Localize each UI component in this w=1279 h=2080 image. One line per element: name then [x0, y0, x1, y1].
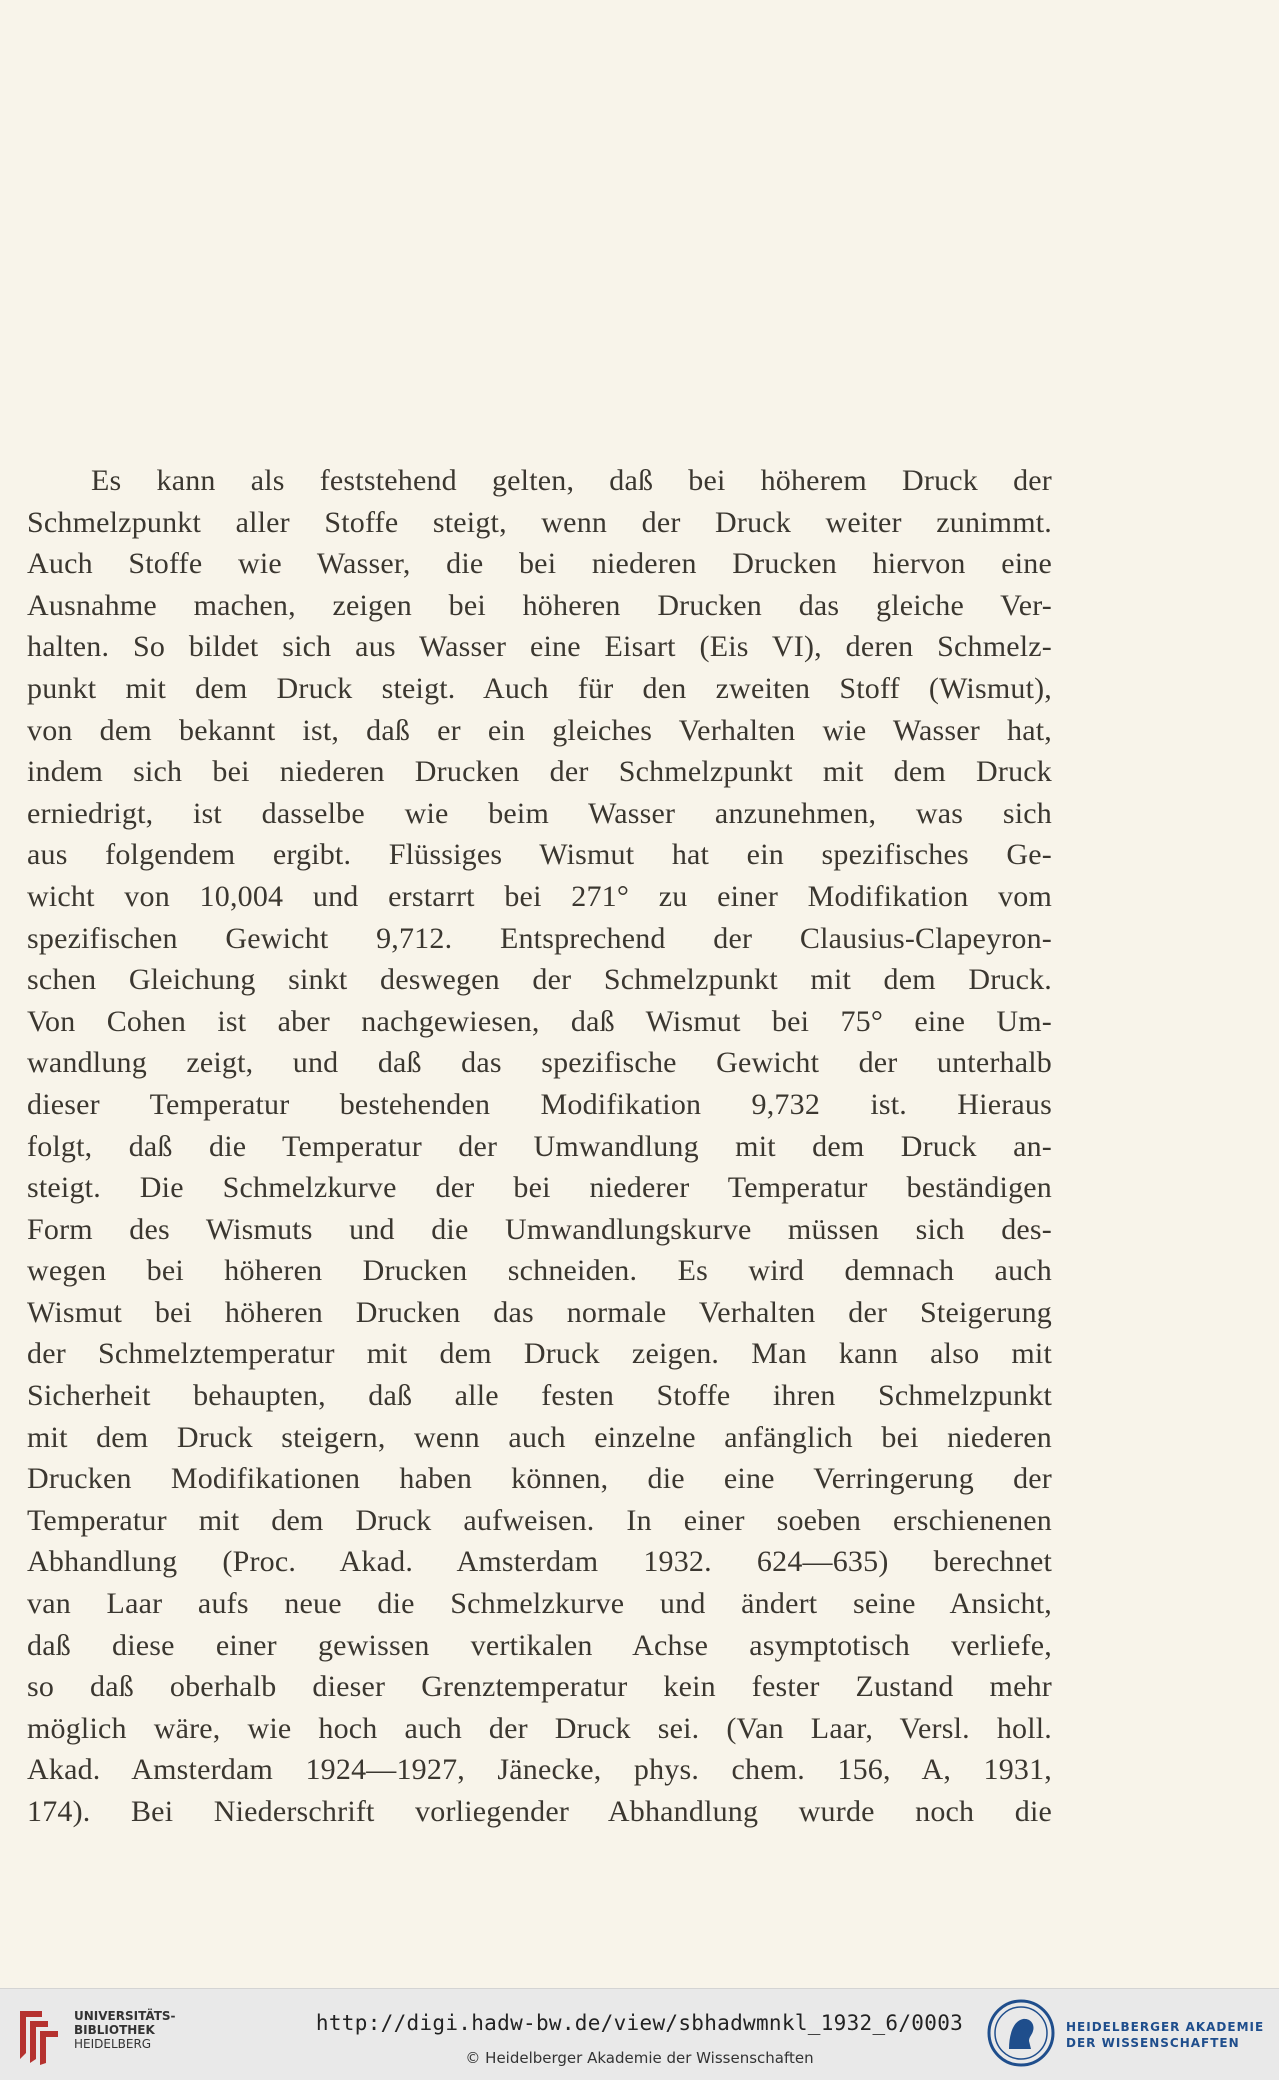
text-line: Auch Stoffe wie Wasser, die bei niederen Drucken hiervon eine: [27, 547, 1052, 581]
text-line: Form des Wismuts und die Umwandlungskurve müssen sich des-: [27, 1212, 1052, 1246]
text-line: punkt mit dem Druck steigt. Auch für den zweiten Stoff (Wismut),: [27, 671, 1052, 705]
text-line: spezifischen Gewicht 9,712. Entsprechend der Clausius-Clapeyron-: [27, 921, 1052, 955]
text-line: Akad. Amsterdam 1924—1927, Jänecke, phys. chem. 156, A, 1931,: [27, 1753, 1052, 1787]
footer-bar: [0, 1988, 1279, 2080]
academy-seal-icon[interactable]: [987, 1999, 1055, 2067]
academy-name-line2: DER WISSENSCHAFTEN: [1066, 2036, 1240, 2050]
text-line: 174). Bei Niederschrift vorliegender Abhandlung wurde noch die: [27, 1795, 1052, 1828]
library-name-line3: HEIDELBERG: [74, 2037, 152, 2051]
text-line: Schmelzpunkt aller Stoffe steigt, wenn der Druck weiter zunimmt.: [27, 505, 1052, 539]
academy-name-line1: HEIDELBERGER AKADEMIE: [1066, 2020, 1265, 2034]
text-line: schen Gleichung sinkt deswegen der Schmelzpunkt mit dem Druck.: [27, 963, 1052, 997]
text-line: von dem bekannt ist, daß er ein gleiches Verhalten wie Wasser hat,: [27, 713, 1052, 747]
library-name-line2: BIBLIOTHEK: [74, 2023, 155, 2037]
text-line: Von Cohen ist aber nachgewiesen, daß Wismut bei 75° eine Um-: [27, 1004, 1052, 1038]
permalink-url[interactable]: http://digi.hadw-bw.de/view/sbhadwmnkl_1932_6/0003: [315, 2011, 964, 2035]
text-line: wandlung zeigt, und daß das spezifische Gewicht der unterhalb: [27, 1046, 1052, 1080]
text-line: Wismut bei höheren Drucken das normale Verhalten der Steigerung: [27, 1295, 1052, 1329]
academy-name[interactable]: [1066, 2019, 1264, 2051]
text-line: erniedrigt, ist dasselbe wie beim Wasser anzunehmen, was sich: [27, 796, 1052, 830]
text-line: indem sich bei niederen Drucken der Schmelzpunkt mit dem Druck: [27, 755, 1052, 789]
text-line: dieser Temperatur bestehenden Modifikation 9,732 ist. Hieraus: [27, 1087, 1052, 1121]
library-name-line1: UNIVERSITÄTS-: [74, 2009, 176, 2023]
text-line: Temperatur mit dem Druck aufweisen. In einer soeben erschienenen: [27, 1503, 1052, 1537]
text-line: möglich wäre, wie hoch auch der Druck sei. (Van Laar, Versl. holl.: [27, 1711, 1052, 1745]
text-line: Ausnahme machen, zeigen bei höheren Drucken das gleiche Ver-: [27, 588, 1052, 622]
text-line: so daß oberhalb dieser Grenztemperatur kein fester Zustand mehr: [27, 1670, 1052, 1704]
text-line: der Schmelztemperatur mit dem Druck zeigen. Man kann also mit: [27, 1337, 1052, 1371]
text-line: Sicherheit behaupten, daß alle festen Stoffe ihren Schmelzpunkt: [27, 1379, 1052, 1413]
text-line: folgt, daß die Temperatur der Umwandlung mit dem Druck an-: [27, 1129, 1052, 1163]
text-line: halten. So bildet sich aus Wasser eine Eisart (Eis VI), deren Schmelz-: [27, 630, 1052, 664]
text-line: wicht von 10,004 und erstarrt bei 271° zu einer Modifikation vom: [27, 879, 1052, 913]
body-text: [27, 460, 1052, 1833]
text-line: Drucken Modifikationen haben können, die eine Verringerung der: [27, 1462, 1052, 1496]
text-line: aus folgendem ergibt. Flüssiges Wismut hat ein spezifisches Ge-: [27, 838, 1052, 872]
text-line: Es kann als feststehend gelten, daß bei höherem Druck der: [91, 464, 1052, 497]
text-line: wegen bei höheren Drucken schneiden. Es wird demnach auch: [27, 1254, 1052, 1288]
text-line: daß diese einer gewissen vertikalen Achse asymptotisch verliefe,: [27, 1628, 1052, 1662]
text-line: van Laar aufs neue die Schmelzkurve und ändert seine Ansicht,: [27, 1587, 1052, 1621]
text-line: Abhandlung (Proc. Akad. Amsterdam 1932. 624—635) berechnet: [27, 1545, 1052, 1579]
copyright-notice: © Heidelberger Akademie der Wissenschaften: [465, 2049, 814, 2067]
text-line: steigt. Die Schmelzkurve der bei niederer Temperatur beständigen: [27, 1171, 1052, 1205]
text-line: mit dem Druck steigern, wenn auch einzelne anfänglich bei niederen: [27, 1420, 1052, 1454]
